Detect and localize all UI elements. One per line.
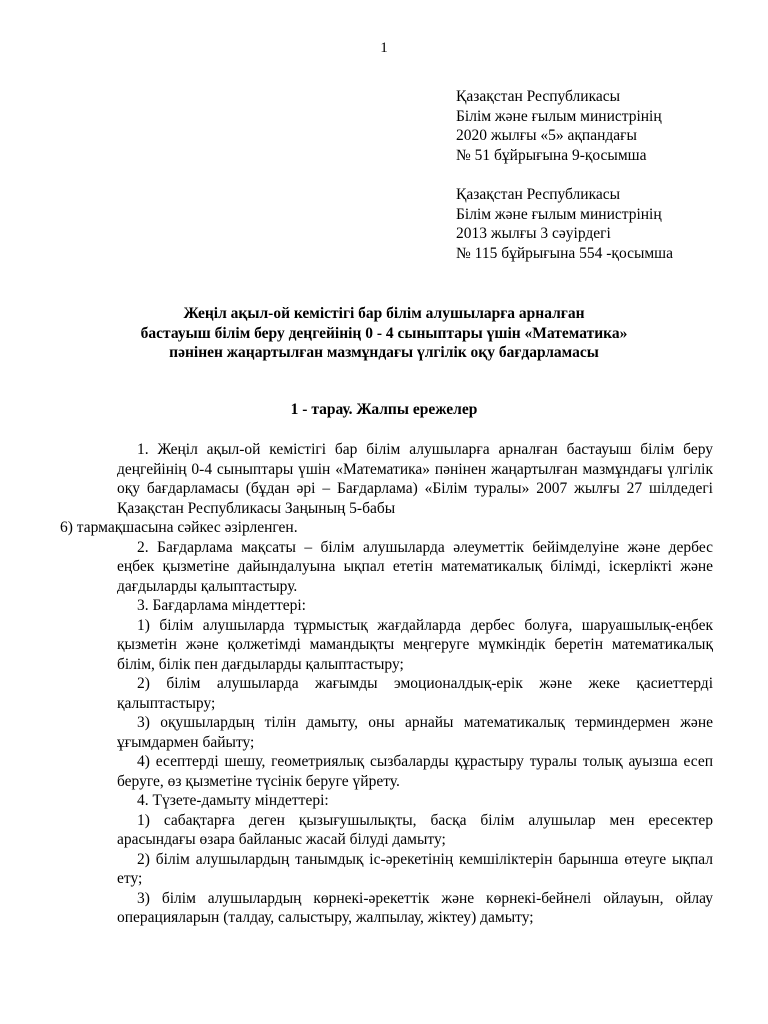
approval-block-2013 bbox=[456, 185, 756, 263]
paragraph-1: 1. Жеңіл ақыл-ой кемістігі бар білім алушыларға арналған бастауыш білім беру деңгейінің 0-4 сыныптары үшін «Математика» пәнінен жаңартылған мазмұндағы үлгілік оқу бағдарламасы (бұдан әрі – Бағдарлама) «Білім туралы» 2007 жылғы 27 шілдедегі Қазақстан Республикасы Заңының 5-бабы bbox=[117, 441, 713, 517]
list-item: 3) оқушылардың тілін дамыту, оны арнайы математикалық терминдермен және ұғымдармен байыту; bbox=[117, 714, 713, 751]
title-line: Жеңіл ақыл-ой кемістігі бар білім алушыларға арналған bbox=[183, 305, 585, 322]
paragraph-1-continuation bbox=[60, 518, 713, 538]
paragraph-4: 4. Түзете-дамыту міндеттері: bbox=[137, 792, 329, 809]
approval-line: 2013 жылғы 3 сәуірдегі bbox=[456, 225, 611, 242]
approval-line: 2020 жылғы «5» ақпандағы bbox=[456, 127, 637, 144]
continuation-text: 6) тармақшасына сәйкес әзірленген. bbox=[60, 519, 298, 536]
paragraph-2: 2. Бағдарлама мақсаты – білім алушыларда әлеуметтік бейімделуіне және дербес еңбек қызметіне дайындалуына ықпал ететін математикалық білімді, іскерлікті және дағдыларды қалыптастыру. bbox=[117, 538, 713, 595]
approval-block-2020 bbox=[456, 87, 756, 165]
document-body bbox=[60, 440, 713, 928]
chapter-heading: 1 - тарау. Жалпы ережелер bbox=[290, 401, 478, 418]
approval-line: Білім және ғылым министрінің bbox=[456, 205, 662, 223]
paragraph-3: 3. Бағдарлама міндеттері: bbox=[137, 597, 306, 614]
approval-line: Қазақстан Республикасы bbox=[456, 88, 621, 105]
approval-line: № 115 бұйрығына 554 -қосымша bbox=[456, 244, 673, 262]
list-item: 4) есептерді шешу, геометриялық сызбаларды құрастыру туралы толық ауызша есеп беруге, өз қызметіне түсінік беруге үйрету. bbox=[117, 753, 713, 790]
list-item: 1) білім алушыларда тұрмыстық жағдайларда дербес болуға, шаруашылық-еңбек қызметін және қолжетімді мамандықты меңгеруге мүмкіндік беретін математикалық білім, білік пен дағдыларды қалыптастыру; bbox=[117, 616, 713, 673]
list-item: 3) білім алушылардың көрнекі-әрекеттік және көрнекі-бейнелі ойлауын, ойлау операцияларын (талдау, салыстыру, жалпылау, жіктеу) дамыту; bbox=[117, 889, 713, 926]
approval-line: Білім және ғылым министрінің bbox=[456, 107, 662, 125]
list-item: 2) білім алушылардың танымдық іс-әрекетінің кемшіліктерін барынша өтеуге ықпал ету; bbox=[117, 850, 713, 887]
title-line: бастауыш білім беру деңгейінің 0 - 4 сыныптары үшін «Математика» bbox=[140, 324, 628, 342]
page-number: 1 bbox=[380, 40, 388, 56]
document-title bbox=[60, 304, 708, 363]
approval-line: № 51 бұйрығына 9-қосымша bbox=[456, 146, 647, 164]
title-line: пәнінен жаңартылған мазмұндағы үлгілік оқу бағдарламасы bbox=[169, 344, 599, 361]
list-item: 1) сабақтарға деген қызығушылықты, басқа білім алушылар мен ересектер арасындағы өзара байланыс жасай білуді дамыту; bbox=[117, 811, 713, 848]
approval-line: Қазақстан Республикасы bbox=[456, 186, 621, 203]
list-item: 2) білім алушыларда жағымды эмоционалдық-ерік және жеке қасиеттерді қалыптастыру; bbox=[117, 675, 713, 712]
